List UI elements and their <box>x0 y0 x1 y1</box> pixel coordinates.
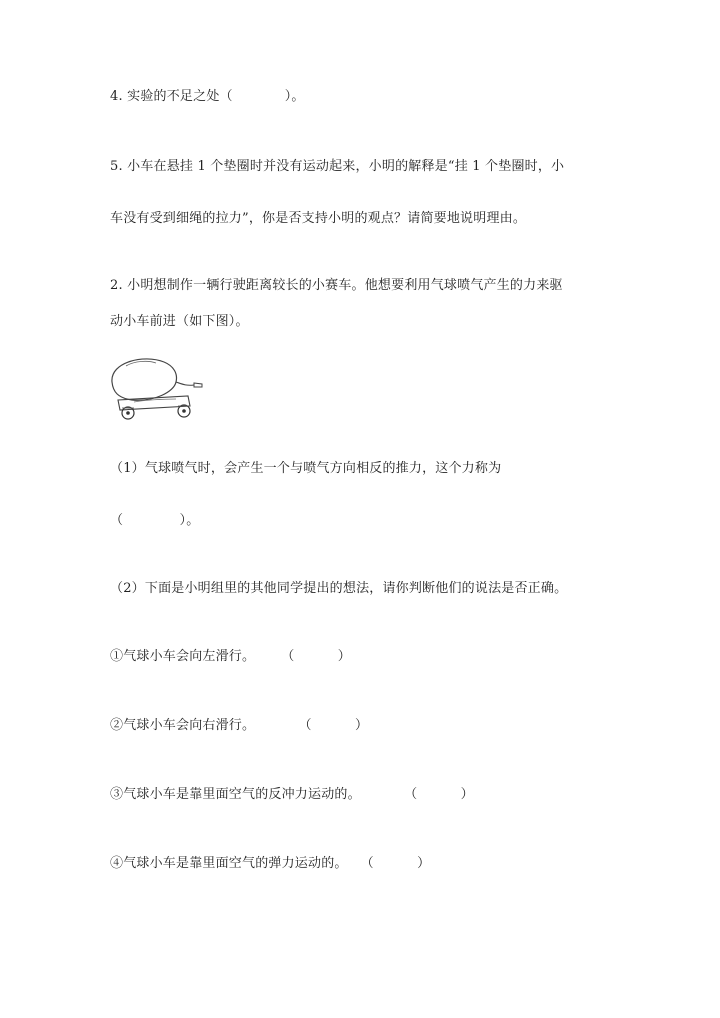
statement-4: ④气球小车是靠里面空气的弹力运动的。 （ ） <box>110 856 431 871</box>
balloon-car-icon <box>104 352 214 424</box>
question-2-line-2: 动小车前进（如下图）。 <box>110 314 249 329</box>
statement-2: ②气球小车会向右滑行。 （ ） <box>110 718 369 733</box>
question-5-line-2: 车没有受到细绳的拉力”，你是否支持小明的观点？请简要地说明理由。 <box>110 211 527 226</box>
sub-question-1-line-1: （1）气球喷气时，会产生一个与喷气方向相反的推力，这个力称为 <box>110 461 502 476</box>
sub-question-2-intro: （2）下面是小明组里的其他同学提出的想法，请你判断他们的说法是否正确。 <box>110 581 568 596</box>
statement-3: ③气球小车是靠里面空气的反冲力运动的。 （ ） <box>110 787 474 802</box>
statement-1: ①气球小车会向左滑行。 （ ） <box>110 649 351 664</box>
question-2-line-1: 2. 小明想制作一辆行驶距离较长的小赛车。他想要利用气球喷气产生的力来驱 <box>110 278 563 293</box>
sub-question-1-line-2: （ ）。 <box>110 513 200 528</box>
question-4: 4. 实验的不足之处（ ）。 <box>110 89 305 104</box>
question-5-line-1: 5. 小车在悬挂 1 个垫圈时并没有运动起来，小明的解释是“挂 1 个垫圈时，小 <box>110 159 565 174</box>
